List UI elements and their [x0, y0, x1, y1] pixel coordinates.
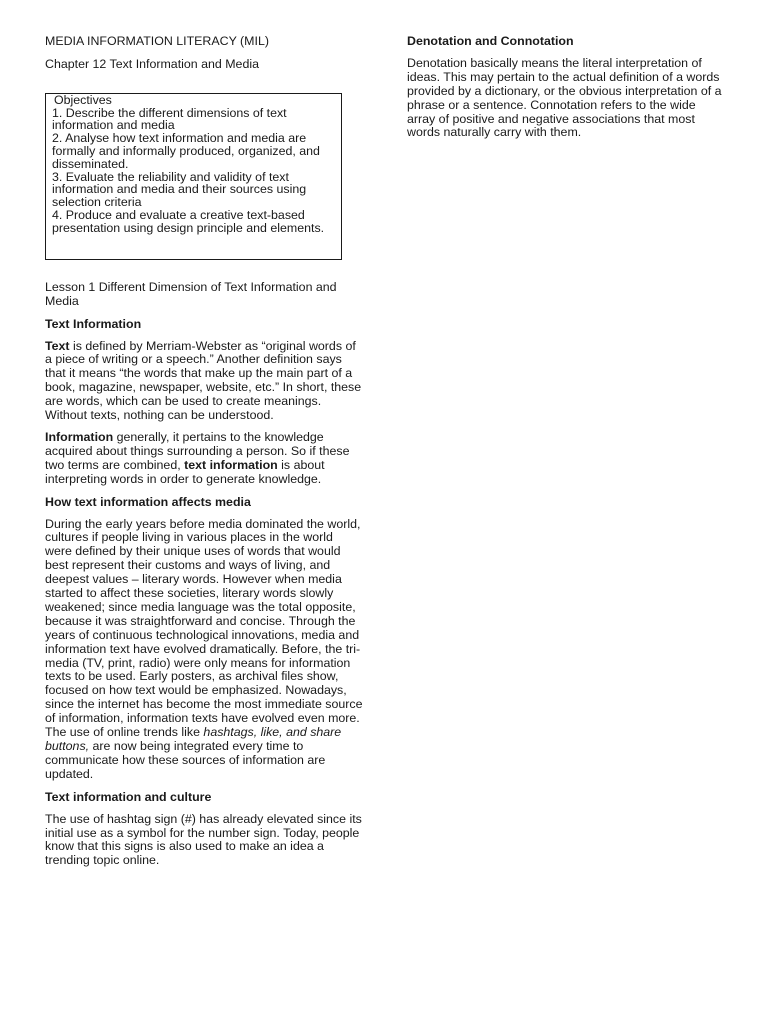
lesson-title: Lesson 1 Different Dimension of Text Information and Media	[45, 279, 337, 308]
paragraph-denotation-connotation: Denotation basically means the literal interpretation of ideas. This may pertain to the actual definition of a words provided by a dictionary, or the obvious interpretation of a phrase or a sentence. Connotation refers to the wide array of positive and negative associations that most words naturally carry with them.	[407, 55, 722, 140]
paragraph-text: generally, it pertains to the knowledge acquired about things surrounding a person. So if these two terms are combined,	[45, 429, 350, 472]
paragraph-text: During the early years before media dominated the world, cultures if people living in various places in the world were defined by their unique uses of words that would best represent their customs and ways of living, and deepest values – literary words. However when media started to affect these societies, literary words slowly weakened; since media language was the total opposite, because it was straightforward and concise. Through the years of continuous technological innovations, media and information text have evolved dramatically. Before, the tri-media (TV, print, radio) were only means for information texts to be used. Early posters, as archival files show, focused on how text would be emphasized. Nowadays, since the internet has become the most immediate source of information, information texts have evolved even more. The use of online trends like	[45, 516, 363, 740]
paragraph-information-definition	[45, 431, 363, 487]
left-column	[45, 35, 363, 868]
document-header: MEDIA INFORMATION LITERACY (MIL)	[45, 34, 269, 48]
section-heading-text-information: Text Information	[45, 316, 142, 331]
section-heading-culture: Text information and culture	[45, 789, 212, 804]
paragraph-affects-media	[45, 518, 363, 782]
objectives-box	[45, 93, 342, 260]
paragraph-text: are now being integrated every time to communicate how these sources of information are updated.	[45, 739, 326, 781]
paragraph-text: is about interpreting words in order to generate knowledge.	[45, 457, 325, 486]
objectives-title: Objectives	[54, 92, 112, 107]
term-information: Information	[45, 429, 114, 444]
objective-item: 4. Produce and evaluate a creative text-based presentation using design principle and elements.	[52, 207, 325, 235]
section-heading-affects-media: How text information affects media	[45, 494, 251, 509]
italic-phrase: hashtags, like, and share buttons,	[45, 725, 342, 753]
paragraph-text: is defined by Merriam-Webster as “original words of a piece of writing or a speech.” Another definition says that it means “the words that make up the main part of a book, magazine, newspaper, website, etc.” In short, these are words, which can be used to create meanings. Without texts, nothing can be understood.	[45, 338, 362, 423]
term-text: Text	[45, 338, 70, 353]
term-text-information: text information	[184, 457, 278, 472]
section-heading-denotation-connotation: Denotation and Connotation	[407, 34, 574, 48]
objective-item: 1. Describe the different dimensions of text information and media	[52, 105, 287, 133]
paragraph-culture: The use of hashtag sign (#) has already elevated since its initial use as a symbol for the number sign. Today, people know that this signs is also used to make an idea a trending topic online.	[45, 811, 362, 868]
objective-item: 3. Evaluate the reliability and validity of text information and media and their sources using selection criteria	[52, 169, 307, 210]
paragraph-text-definition	[45, 340, 363, 423]
right-column	[407, 35, 725, 140]
objective-item: 2. Analyse how text information and media are formally and informally produced, organized, and disseminated.	[52, 131, 320, 171]
chapter-title: Chapter 12 Text Information and Media	[45, 56, 259, 71]
